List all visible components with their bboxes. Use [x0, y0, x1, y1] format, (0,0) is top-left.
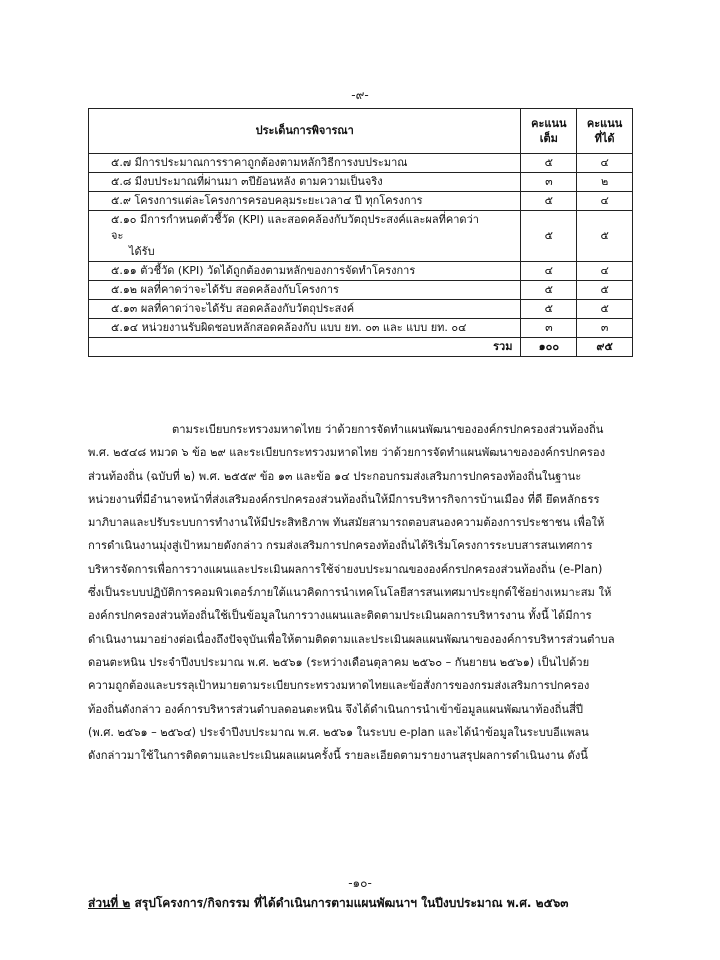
row-obtained-score: ๓ [577, 319, 633, 338]
row-criterion-line3: ได้รับ [129, 245, 155, 258]
paragraph-line: ตามระเบียบกระทรวงมหาดไทย ว่าด้วยการจัดทำแผนพัฒนาขององค์กรปกครองส่วนท้องถิ่น [172, 423, 604, 436]
row-obtained-score: ๒ [577, 173, 633, 192]
table-row [89, 319, 633, 338]
row-obtained-score: ๔ [577, 154, 633, 173]
table-row [89, 262, 633, 281]
row-full-score: ๕ [521, 211, 577, 262]
paragraph-line: (พ.ศ. ๒๕๖๑ – ๒๕๖๔) ประจำปีงบประมาณ พ.ศ. ๒๕๖๑ ในระบบ e-plan และได้นำข้อมูลในระบบอีแพลน [88, 725, 589, 739]
paragraph-line: ดำเนินงานมาอย่างต่อเนื่องถึงปัจจุบันเพื่อให้ตามติดตามและประเมินผลแผนพัฒนาขององค์การบริหารส่วนตำบล [88, 632, 615, 646]
table-row [89, 281, 633, 300]
row-criterion: ๕.๑๑ ตัวชี้วัด (KPI) วัดได้ถูกต้องตามหลักของการจัดทำโครงการ [89, 262, 521, 281]
row-criterion: ๕.๑๓ ผลที่คาดว่าจะได้รับ สอดคล้องกับวัตถุประสงค์ [89, 300, 521, 319]
page-number-bottom: -๑๐- [348, 876, 372, 890]
section-heading [88, 894, 648, 913]
paragraph-line: การดำเนินงานมุ่งสู่เป้าหมายดังกล่าว กรมส่งเสริมการปกครองท้องถิ่นได้ริเริ่มโครงการระบบสารสนเทศการ [88, 539, 593, 553]
paragraph-line: ซึ่งเป็นระบบปฏิบัติการคอมพิวเตอร์ภายใต้แนวคิดการนำเทคโนโลยีสารสนเทศมาประยุกต์ใช้อย่างเหมาะสม ให้ [88, 586, 612, 600]
table-row [89, 192, 633, 211]
row-criterion: ๕.๗ มีการประมาณการราคาถูกต้องตามหลักวิธีการงบประมาณ [89, 154, 521, 173]
section-part-label: ส่วนที่ ๒ [88, 896, 131, 910]
row-obtained-score: ๔ [577, 192, 633, 211]
evaluation-table [88, 108, 633, 357]
row-obtained-score: ๕ [577, 211, 633, 262]
total-obtained-score: ๙๕ [577, 338, 633, 357]
row-full-score: ๓ [521, 173, 577, 192]
row-full-score: ๕ [521, 281, 577, 300]
header-obtained-line1: คะแนน [586, 117, 623, 130]
paragraph-line: มาภิบาลและปรับระบบการทำงานให้มีประสิทธิภาพ ทันสมัยสามารถตอบสนองความต้องการประชาชน เพื่อให้ [88, 516, 605, 530]
table-row [89, 173, 633, 192]
page-number-top: -๙- [351, 88, 369, 102]
paragraph-line: หน่วยงานที่มีอำนาจหน้าที่ส่งเสริมองค์กรปกครองส่วนท้องถิ่นให้มีการบริหารกิจการบ้านเมือง ที่ดี ยึดหลักธรร [88, 492, 600, 506]
row-obtained-score: ๕ [577, 281, 633, 300]
row-criterion: ๕.๑๔ หน่วยงานรับผิดชอบหลักสอดคล้องกับ แบบ ยท. ๐๓ และ แบบ ยท. ๐๔ [89, 319, 521, 338]
row-criterion: ๕.๑๒ ผลที่คาดว่าจะได้รับ สอดคล้องกับโครงการ [89, 281, 521, 300]
section-title: สรุปโครงการ/กิจกรรม ที่ได้ดำเนินการตามแผนพัฒนาฯ ในปีงบประมาณ พ.ศ. ๒๕๖๓ [130, 896, 569, 910]
paragraph-line: ความถูกต้องและบรรลุเป้าหมายตามระเบียบกระทรวงมหาดไทยและข้อสั่งการของกรมส่งเสริมการปกครอง [88, 679, 590, 693]
total-full-score: ๑๐๐ [521, 338, 577, 357]
paragraph-line: บริหารจัดการเพื่อการวางแผนและประเมินผลการใช้จ่ายงบประมาณขององค์กรปกครองส่วนท้องถิ่น (e-Plan) [88, 562, 603, 576]
table-total-row [89, 338, 633, 357]
row-criterion-line1: ๕.๑๐ มีการกำหนดตัวชี้วัด (KPI) และสอดคล้องกับวัตถุประสงค์และผลที่คาดว่า [111, 213, 479, 226]
paragraph-line: ส่วนท้องถิ่น (ฉบับที่ ๒) พ.ศ. ๒๕๕๙ ข้อ ๑๓ และข้อ ๑๔ ประกอบกรมส่งเสริมการปกครองท้องถิ่นในฐานะ [88, 469, 582, 483]
paragraph-line: ดอนตะหนิน ประจำปีงบประมาณ พ.ศ. ๒๕๖๑ (ระหว่างเดือนตุลาคม ๒๕๖๐ – กันยายน ๒๕๖๑) เป็นไปด้วย [88, 655, 590, 669]
row-full-score: ๕ [521, 154, 577, 173]
table-header-row [89, 109, 633, 154]
header-full-score [521, 109, 577, 154]
header-obtained-line2: ที่ได้ [594, 132, 615, 145]
paragraph-line: ดังกล่าวมาใช้ในการติดตามและประเมินผลแผนครั้งนี้ รายละเอียดตามรายงานสรุปผลการดำเนินงาน ดังนี้ [88, 749, 588, 763]
table-row [89, 211, 633, 262]
total-label: รวม [89, 338, 521, 357]
row-full-score: ๕ [521, 300, 577, 319]
header-obtained-score [577, 109, 633, 154]
row-full-score: ๓ [521, 319, 577, 338]
table-row [89, 300, 633, 319]
row-full-score: ๕ [521, 192, 577, 211]
header-full-score-line1: คะแนน [531, 117, 567, 130]
body-paragraph [88, 418, 648, 767]
row-criterion [89, 211, 521, 262]
row-criterion: ๕.๘ มีงบประมาณที่ผ่านมา ๓ปีย้อนหลัง ตามความเป็นจริง [89, 173, 521, 192]
header-full-score-line2: เต็ม [539, 132, 558, 145]
row-full-score: ๔ [521, 262, 577, 281]
header-criterion: ประเด็นการพิจารณา [89, 109, 521, 154]
row-obtained-score: ๔ [577, 262, 633, 281]
row-obtained-score: ๕ [577, 300, 633, 319]
paragraph-line: องค์กรปกครองส่วนท้องถิ่นใช้เป็นข้อมูลในการวางแผนและติดตามประเมินผลการบริหารงาน ทั้งนี้ ได้มีการ [88, 609, 592, 623]
paragraph-line: พ.ศ. ๒๕๔๘ หมวด ๖ ข้อ ๒๙ และระเบียบกระทรวงมหาดไทย ว่าด้วยการจัดทำแผนพัฒนาขององค์กรปกครอง [88, 446, 606, 460]
row-criterion-line2: จะ [111, 229, 124, 242]
table-row [89, 154, 633, 173]
row-criterion: ๕.๙ โครงการแต่ละโครงการครอบคลุมระยะเวลา๔ ปี ทุกโครงการ [89, 192, 521, 211]
paragraph-line: ท้องถิ่นดังกล่าว องค์การบริหารส่วนตำบลดอนตะหนิน จึงได้ดำเนินการนำเข้าข้อมูลแผนพัฒนาท้องถิ่นสี่ปี [88, 702, 584, 716]
